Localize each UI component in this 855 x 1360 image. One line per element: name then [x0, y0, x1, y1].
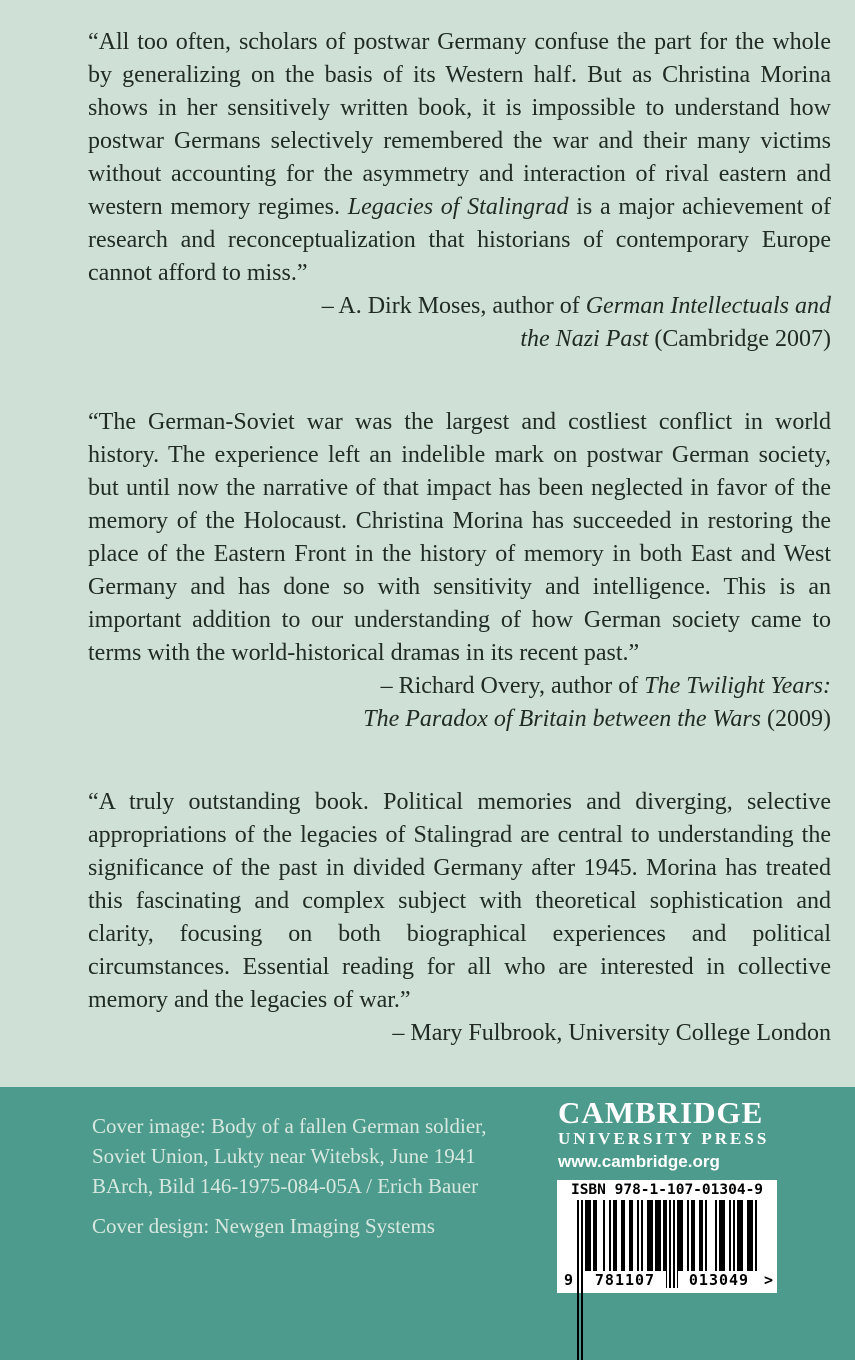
publisher-logo	[558, 1097, 798, 1173]
cover-image-credit-line1: Cover image: Body of a fallen German soldier,	[92, 1114, 487, 1138]
barcode-digit-group1: 781107	[584, 1271, 666, 1289]
attribution-line: – A. Dirk Moses, author of German Intellectuals and	[321, 293, 831, 319]
publisher-name: CAMBRIDGE	[558, 1095, 764, 1130]
cover-image-credit-line3: BArch, Bild 146-1975-084-05A / Erich Bauer	[92, 1174, 479, 1198]
barcode-digits	[564, 1271, 773, 1289]
publisher-subtitle: UNIVERSITY PRESS	[558, 1129, 770, 1148]
quote-block	[88, 26, 831, 356]
quote-paragraph: “A truly outstanding book. Political memories and diverging, selective appropriations of the legacies of Stalingrad are central to understanding the significance of the past in divided Germany after 1945. Morina has treated this fascinating and complex subject with theoretical sophistication and clarity, focusing on both biographical experiences and political circumstances. Essential reading for all who are interested in collective memory and the legacies of war.”	[88, 789, 831, 1013]
quote-attribution	[88, 1017, 831, 1050]
cover-image-credit-line2: Soviet Union, Lukty near Witebsk, June 1941	[92, 1144, 476, 1168]
attribution-line: – Richard Overy, author of The Twilight Years:	[380, 673, 831, 699]
cover-credits	[92, 1111, 487, 1241]
barcode-arrow: >	[763, 1271, 773, 1289]
barcode	[557, 1180, 777, 1293]
attribution-line: the Nazi Past (Cambridge 2007)	[520, 326, 831, 352]
cover-design-credit: Cover design: Newgen Imaging Systems	[92, 1214, 435, 1238]
barcode-digit-first: 9	[564, 1271, 574, 1289]
quote-paragraph: “All too often, scholars of postwar Germany confuse the part for the whole by generalizing on the basis of its Western half. But as Christina Morina shows in her sensitively written book, it is impossible to understand how postwar Germans selectively remembered the war and their many victims without accounting for the asymmetry and interaction of rival eastern and western memory regimes. Legacies of Stalingrad is a major achievement of research and reconceptualization that historians of contemporary Europe cannot afford to miss.”	[88, 29, 832, 286]
isbn-label: ISBN 978-1-107-01304-9	[570, 1182, 764, 1198]
footer-band	[0, 1087, 855, 1360]
quote-attribution	[88, 290, 831, 356]
barcode-bars	[564, 1200, 773, 1289]
attribution-line: – Mary Fulbrook, University College London	[392, 1020, 831, 1046]
barcode-digit-group2: 013049	[678, 1271, 760, 1289]
quote-paragraph: “The German-Soviet war was the largest and costliest conflict in world history. The experience left an indelible mark on postwar German society, but until now the narrative of that impact has been neglected in favor of the memory of the Holocaust. Christina Morina has succeeded in restoring the place of the Eastern Front in the history of memory in both East and West Germany and has done so with sensitivity and intelligence. This is an important addition to our understanding of how German society came to terms with the world-historical dramas in its recent past.”	[88, 409, 831, 666]
quote-block	[88, 786, 831, 1050]
publisher-website: www.cambridge.org	[558, 1152, 720, 1171]
quote-attribution	[88, 670, 831, 736]
attribution-line: The Paradox of Britain between the Wars (2009)	[363, 706, 831, 732]
quote-block	[88, 406, 831, 736]
